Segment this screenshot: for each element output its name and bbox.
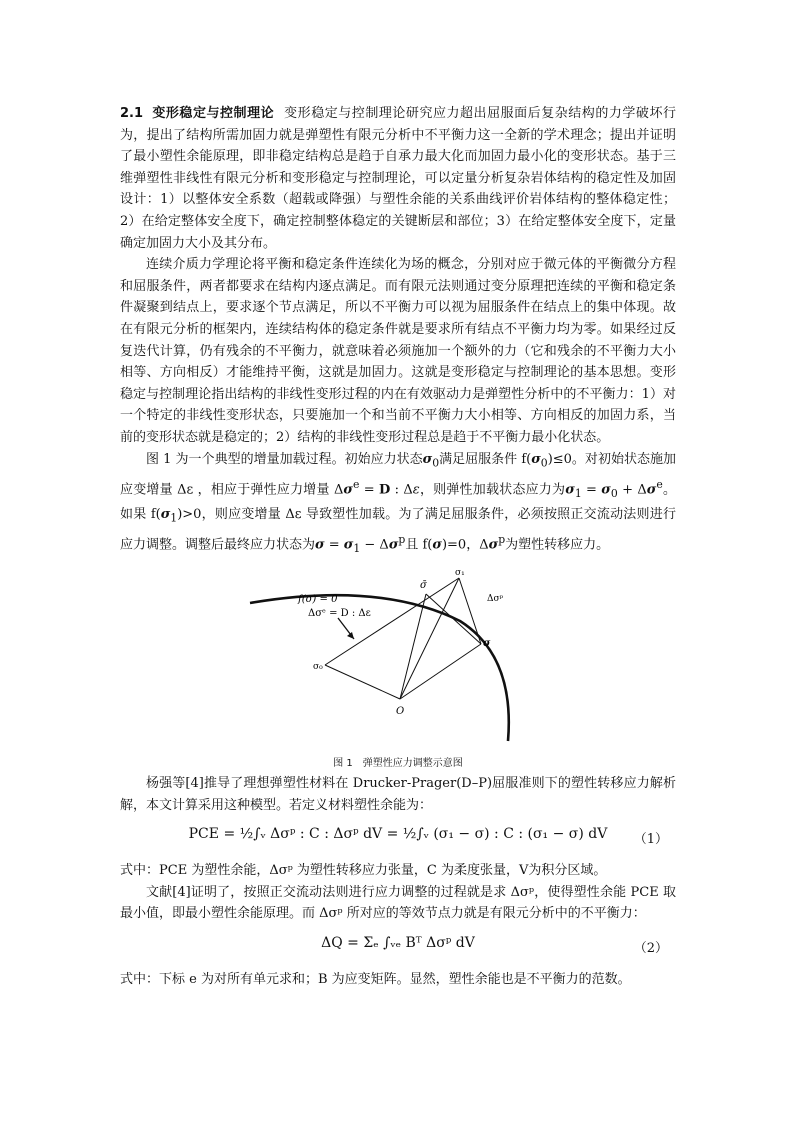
paragraph-eq2-notes: 式中：下标 e 为对所有单元求和；B 为应变矩阵。显然，塑性余能也是不平衡力的范数。 xyxy=(120,971,631,987)
initial-stress-line xyxy=(325,665,400,699)
yield-surface-curve xyxy=(250,595,509,741)
plastic-transfer-label: Δσᵖ xyxy=(487,593,504,604)
equation-1-number: （1） xyxy=(633,832,668,848)
origin-label: O xyxy=(396,705,405,717)
sigma-bar-label: σ̄ xyxy=(420,579,427,591)
trial-stress-line xyxy=(400,578,459,699)
figure-caption: 图 1 弹塑性应力调整示意图 xyxy=(333,757,463,769)
section-lead-text: 变形稳定与控制理论研究应力超出屈服面后复杂结构的力学破坏行为，提出了结构所需加固力就是弹塑性有限元分析中不平衡力这一全新的学术理念；提出并证明了最小塑性余能原理，即非稳定结构总是趋于自承力最大化而加固力最小化的变形状态。基于三维弹塑性非线性有限元分析和变形稳定与控制理论，可以定量分析复杂岩体结构的稳定性及加固设计：1）以整体安全系数（超载或降强）与塑性余能的关系曲线评价岩体结构的整体稳定性；2）在给定整体安全度下，确定控制整体稳定的关键断层和部位；3）在给定整体安全度下，定量确定加固力大小及其分布。 xyxy=(120,106,676,251)
paragraph-eq1-notes: 式中：PCE 为塑性余能，Δσᵖ 为塑性转移应力张量，C 为柔度张量，V为积分区域。 xyxy=(120,863,607,879)
equation-1-body: PCE = ½∫ᵥ Δσᵖ : C : Δσᵖ dV = ½∫ᵥ (σ₁ − σ) : C : (σ₁ − σ) dV xyxy=(188,826,608,843)
stress-adjustment-diagram xyxy=(120,566,676,752)
equation-2 xyxy=(120,925,676,969)
final-stress-line xyxy=(400,644,481,699)
section-number: 2.1 xyxy=(120,106,144,121)
paragraph-min-principle: 文献[4]证明了，按照正交流动法则进行应力调整的过程就是求 Δσᵖ，使得塑性余能 PCE 取最小值，即最小塑性余能原理。而 Δσᵖ 所对应的等效节点力就是有限元分析中的不平衡力： xyxy=(120,884,676,922)
intermediate-stress-line xyxy=(400,594,426,699)
equation-2-body: ΔQ = Σₑ ∫ᵥₑ Bᵀ Δσᵖ dV xyxy=(321,934,475,951)
yield-function-label: f(σ) = 0 xyxy=(298,593,338,605)
paragraph-incremental-loading: 图 1 为一个典型的增量加载过程。初始应力状态$\sigma_0$满足屈服条件 $f(\sigma_0)\le 0$。对初始状态施加应变增量 Δε ，相应于弹性应力增量 $\Delta\sigma^e = D$ : Δε，则弹性加载状态应力为$\sigma_1 = \sigma_0 + \Delta\sigma^e$。如果 $f(\sigma_1)>0$，则应变增量 Δε 导致塑性加载。为了满足屈服条件，必须按照正交流动法则进行应力调整。调整后最终应力状态为$\sigma = \sigma_1 - \Delta\sigma^p$且 f(σ)=0，$\Delta\sigma^p$为塑性转移应力。 xyxy=(120,451,676,556)
paper-page xyxy=(120,103,676,990)
section-paragraph xyxy=(120,103,676,254)
elastic-increment-line xyxy=(325,578,459,665)
sigma-label: σ xyxy=(483,637,491,649)
elastic-increment-label: Δσᵉ = D : Δε xyxy=(308,607,371,619)
equation-1 xyxy=(120,816,676,860)
sigma0-label: σ₀ xyxy=(313,661,323,672)
annotation-arrow-head xyxy=(347,632,354,639)
paragraph-continuum: 连续介质力学理论将平衡和稳定条件连续化为场的概念，分别对应于微元体的平衡微分方程和屈服条件，两者都要求在结构内逐点满足。而有限元法则通过变分原理把连续的平衡和稳定条件凝聚到结点上，要求逐个节点满足，所以不平衡力可以视为屈服条件在结点上的集中体现。故在有限元分析的框架内，连续结构体的稳定条件就是要求所有结点不平衡力均为零。如果经过反复迭代计算，仍有残余的不平衡力，就意味着必须施加一个额外的力（它和残余的不平衡力大小相等、方向相反）才能维持平衡，这就是加固力。这就是变形稳定与控制理论的基本思想。变形稳定与控制理论指出结构的非线性变形过程的内在有效驱动力是弹塑性分析中的不平衡力：1）对一个特定的非线性变形状态，只要施加一个和当前不平衡力大小相等、方向相反的加固力系，当前的变形状态就是稳定的；2）结构的非线性变形过程总是趋于不平衡力最小化状态。 xyxy=(120,257,676,445)
section-title: 变形稳定与控制理论 xyxy=(152,106,275,121)
paragraph-dp-model: 杨强等[4]推导了理想弹塑性材料在 Drucker-Prager(D–P)屈服准则下的塑性转移应力解析解，本文计算采用这种模型。若定义材料塑性余能为： xyxy=(120,775,676,813)
sigma1-label: σ₁ xyxy=(455,567,465,578)
equation-2-number: （2） xyxy=(633,940,668,956)
figure-1 xyxy=(120,566,676,752)
